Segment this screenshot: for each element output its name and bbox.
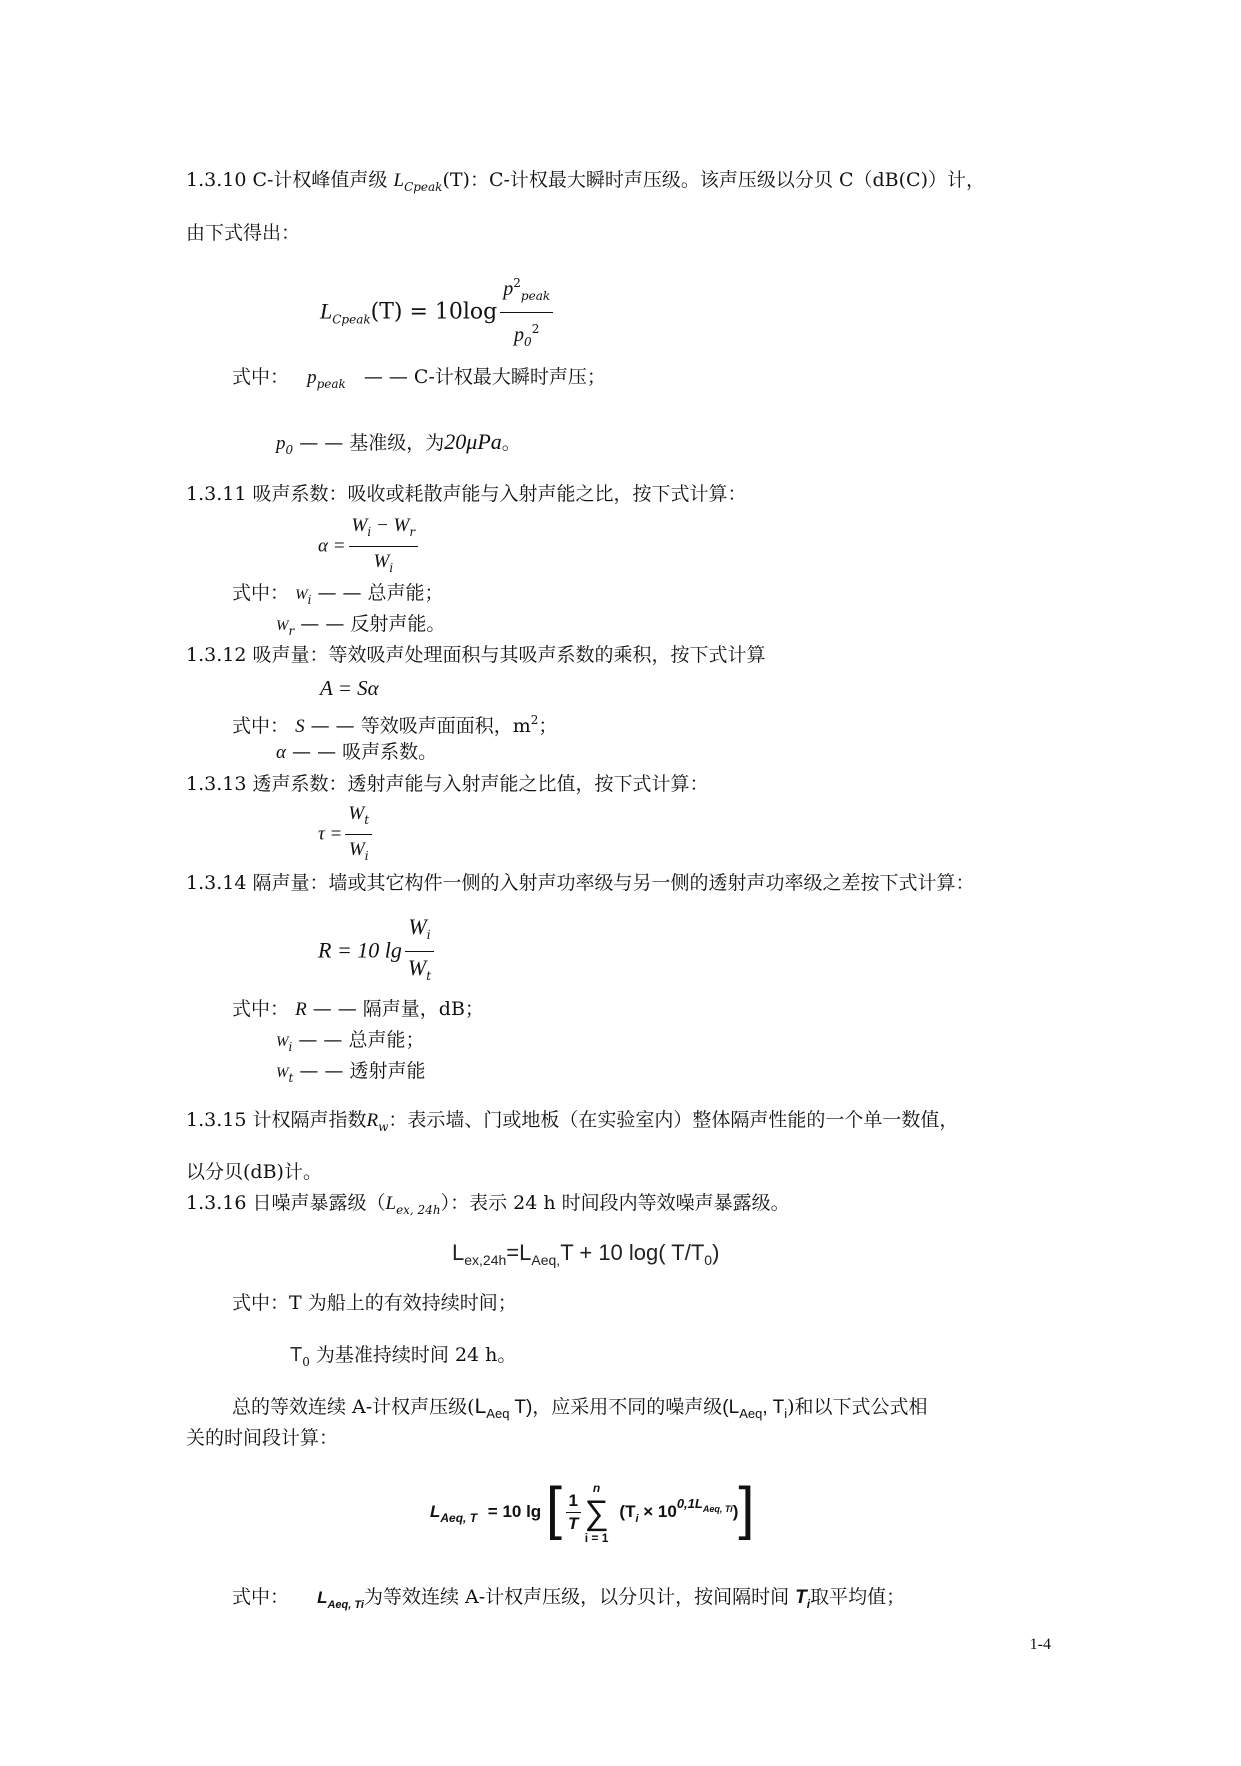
where-t0: $T_0$ 为基准持续时间 24 h。 [290, 1344, 517, 1369]
where-t: 式中：T 为船上的有效持续时间； [232, 1292, 517, 1314]
section-1-3-11-title: 1.3.11 吸声系数：吸收或耗散声能与入射声能之比，按下式计算： [186, 483, 747, 505]
formula-laeq-sum: $L_{Aeq, T} = 10$ lg [ $\frac{1}{T}$ n ∑ i = 1 $(T_i \times 10^{0,1LAeq, Ti})$] [430, 1475, 755, 1545]
summation: n ∑ i = 1 [584, 1480, 609, 1545]
formula-r: R = 10 lg $\frac{W_i}{W_t}$ [318, 912, 437, 991]
formula-a-s-alpha: A = Sα [320, 676, 379, 700]
page-number: 1-4 [1029, 1636, 1051, 1653]
where-p0: $p_0$ — — 基准级，为20μPa。 [276, 429, 521, 457]
where-wi: 式中： $W_i$ — — 总声能； [232, 582, 444, 607]
formula-alpha: α = $\frac{W_i - W_r}{W_i}$ [318, 512, 421, 581]
formula-lex24h: $L_{ex,24h}=L_{Aeq,}T + 10$ log( $T/T_0$) [452, 1240, 720, 1268]
where-alpha: α — — 吸声系数。 [276, 741, 438, 763]
section-1-3-10-line2: 由下式得出： [186, 222, 301, 244]
right-bracket: ] [738, 1475, 755, 1541]
section-1-3-13-title: 1.3.13 透声系数：透射声能与入射声能之比值，按下式计算： [186, 773, 709, 795]
section-1-3-14-title: 1.3.14 隔声量：墙或其它构件一侧的入射声功率级与另一侧的透射声功率级之差按下式计算： [186, 872, 975, 894]
where-r: 式中： R — — 隔声量，dB； [232, 998, 484, 1020]
section-1-3-16-title: 1.3.16 日噪声暴露级$(L_{ex, 24h})$：表示 24 h 时间段内等效噪声暴露级。 [186, 1192, 790, 1217]
where-wr: $W_r$ — — 反射声能。 [276, 613, 446, 638]
where-laeq-ti: 式中： $L_{Aeq, Ti}$为等效连续 A-计权声压级，以分贝计，按间隔时间 $T_i$取平均值； [232, 1586, 906, 1611]
section-1-3-15-title: 1.3.15 计权隔声指数$R_w$：表示墙、门或地板（在实验室内）整体隔声性能的一个单一数值， [186, 1109, 959, 1134]
where-wt: $W_t$ — — 透射声能 [276, 1060, 426, 1085]
formula-lcpeak: $L_{Cpeak}(T) = 10\log$ $\frac{p^2_{peak}}{p_0^2}$ [320, 268, 556, 357]
section-1-3-10-title: 1.3.10 C-计权峰值声级 $L_{Cpeak}(T)$：C-计权最大瞬时声压级。该声压级以分贝 C（dB(C)）计， [186, 169, 985, 194]
formula-tau: τ = $\frac{W_t}{W_i}$ [318, 800, 375, 869]
section-1-3-15-line2: 以分贝(dB)计。 [186, 1161, 322, 1183]
paragraph-laeq-line2: 关的时间段计算： [186, 1427, 339, 1449]
section-1-3-12-title: 1.3.12 吸声量：等效吸声处理面积与其吸声系数的乘积，按下式计算 [186, 644, 766, 666]
where-ppeak: 式中： $p_{peak}$ — — C-计权最大瞬时声压； [232, 366, 606, 391]
left-bracket: [ [545, 1475, 563, 1541]
where-wi-2: $W_i$ — — 总声能； [276, 1029, 425, 1054]
paragraph-laeq: 总的等效连续 A-计权声压级($L_{Aeq}$ T)，应采用不同的噪声级($L_{Aeq}$, $T_i$)和以下式公式相 [232, 1395, 928, 1421]
where-s: 式中： S — — 等效吸声面面积，$m^2$； [232, 713, 558, 737]
